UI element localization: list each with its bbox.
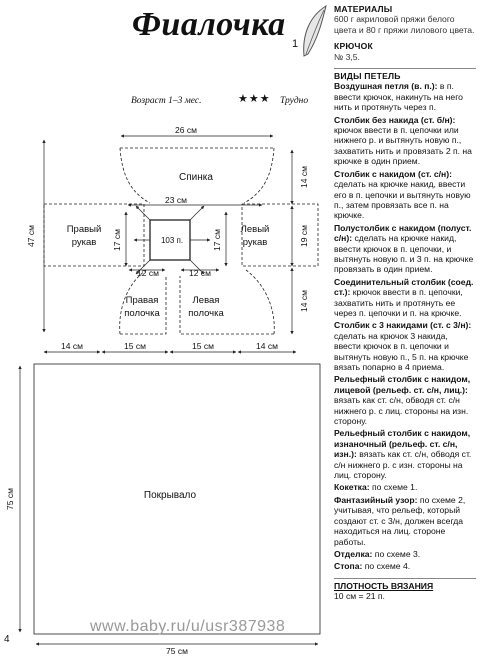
pattern-diagram [0,0,334,360]
stitch-text: вязать как ст. с/н, обводя ст. с/н нижнего р. с лиц. стороны на изн. сторону. [334,395,469,427]
stitch-entry [334,115,476,167]
stitch-name: Рельефный столбик с накидом, лицевой (рельеф. ст. с/н, лиц.): [334,374,471,395]
instructions-column [334,4,476,602]
difficulty-label: Трудно [280,96,309,106]
hook-heading: КРЮЧОК [334,41,373,52]
page-title: Фиалочка [132,6,286,43]
blanket-height: 75 см [5,488,15,510]
stitch-entry [334,81,476,112]
title-number: 1 [292,38,299,50]
dim-bottom-14b: 14 см [256,341,278,351]
stitch-text: в п. ввести крючок, накинуть на него нить и протянуть через п. [334,81,463,113]
stitch-name: Столбик с накидом (ст. с/н): [334,168,452,179]
dim-right-14a: 14 см [299,166,309,188]
dim-width-12b: 12 см [189,268,211,278]
watermark: www.baby.ru/u/usr387938 [90,618,286,635]
stitch-name: Кокетка: [334,482,370,493]
left-sleeve-label-1: Левый [240,224,270,235]
right-sleeve-label-2: рукав [71,237,97,248]
center-stitch-count: 103 п. [160,236,184,245]
stitch-name: Соединительный столбик (соед. ст.): [334,276,474,298]
stitch-entry [334,428,476,480]
dim-height-47: 47 см [26,225,36,247]
density-text: 10 см = 21 п. [334,591,385,602]
stitch-text: сделать на крючке накид, ввести крючок в п. цепочки, и вытянуть новую п. и 3 п. на крючке провязать в один прием. [334,233,474,275]
stitch-text: по схеме 3. [372,548,421,559]
dim-width-12a: 12 см [137,268,159,278]
dim-side-17a: 17 см [112,229,122,251]
left-sleeve-label-2: рукав [242,237,268,248]
dim-top-width: 26 см [175,125,197,135]
difficulty-stars: ★★★ [238,93,271,105]
blanket-diagram [0,356,334,656]
stitch-entry [334,495,476,547]
back-label: Спинка [179,172,213,183]
stitch-name: Отделка: [334,548,373,559]
stitch-name: Рельефный столбик с накидом, изнаночный (рельеф. ст. с/н, изн.): [334,428,471,460]
stitch-text: крючок ввести в п. цепочки или нижнего р. и вытянуть новую п., захватить нить и провязать 2 п. на крючке в один прием. [334,125,472,167]
stitch-entry [334,482,476,492]
stitch-text: по схеме 1. [369,482,418,493]
dim-side-17b: 17 см [212,229,222,251]
stitch-list [334,81,476,571]
left-front-label-1: Левая [192,295,220,306]
stitches-heading: ВИДЫ ПЕТЕЛЬ [334,71,401,82]
stitch-name: Воздушная петля (в. п.): [334,81,438,92]
stitch-text: сделать на крючке накид, ввести его в п. цепочки и вытянуть новую п., затем провязать все п. на крючке. [334,179,471,221]
dim-bottom-15b: 15 см [192,341,214,351]
stitch-entry [334,374,476,426]
age-label: Возраст 1–3 мес. [131,96,202,106]
stitch-text: по схеме 4. [362,561,411,572]
stitch-entry [334,549,476,559]
page-number: 4 [4,634,10,645]
stitch-text: по схеме 2, учитывая, что рельеф, который создают ст. с 3/н, должен всегда находиться на лиц. стороне работы. [334,494,466,547]
dim-bottom-14a: 14 см [61,341,83,351]
stitch-name: Столбик без накида (ст. б/н): [334,114,456,125]
right-front-label-1: Правая [125,295,159,306]
stitch-entry [334,561,476,571]
stitch-entry [334,169,476,221]
dim-bottom-15a: 15 см [124,341,146,351]
stitch-name: Фантазийный узор: [334,494,418,505]
stitch-name: Полустолбик с накидом (полуст. с/н): [334,222,472,244]
stitch-text: вязать как ст. с/н, обводя ст. с/н нижнего р. с изн. стороны на лиц. сторону. [334,449,472,481]
blanket-label: Покрывало [143,490,197,501]
stitch-entry [334,223,476,275]
materials-heading: МАТЕРИАЛЫ [334,4,393,14]
dim-yoke-width: 23 см [165,195,187,205]
stitch-entry [334,320,476,372]
materials-text: 600 г акриловой пряжи белого цвета и 80 г пряжи лилового цвета. [334,14,475,35]
right-sleeve-label-1: Правый [66,224,102,235]
stitch-name: Столбик с 3 накидами (ст. с 3/н): [334,320,472,331]
hook-text: № 3,5. [334,51,360,62]
stitch-name: Стопа: [334,561,363,572]
left-front-label-2: полочка [188,308,224,319]
stitch-entry [334,277,476,319]
dim-right-14b: 14 см [299,290,309,312]
stitch-text: крючок ввести в п. цепочки, захватить нить и протянуть ее через п. цепочки и п. на крючке. [334,287,463,318]
density-heading: ПЛОТНОСТЬ ВЯЗАНИЯ [334,580,434,591]
right-front-label-2: полочка [124,308,160,319]
dim-right-19: 19 см [299,225,309,247]
blanket-width: 75 см [166,646,188,656]
stitch-text: сделать на крючок 3 накида, ввести крючок в п. цепочки и вытянуть новую п., 5 п. на крючке вязать попарно в 4 приема. [334,330,469,372]
